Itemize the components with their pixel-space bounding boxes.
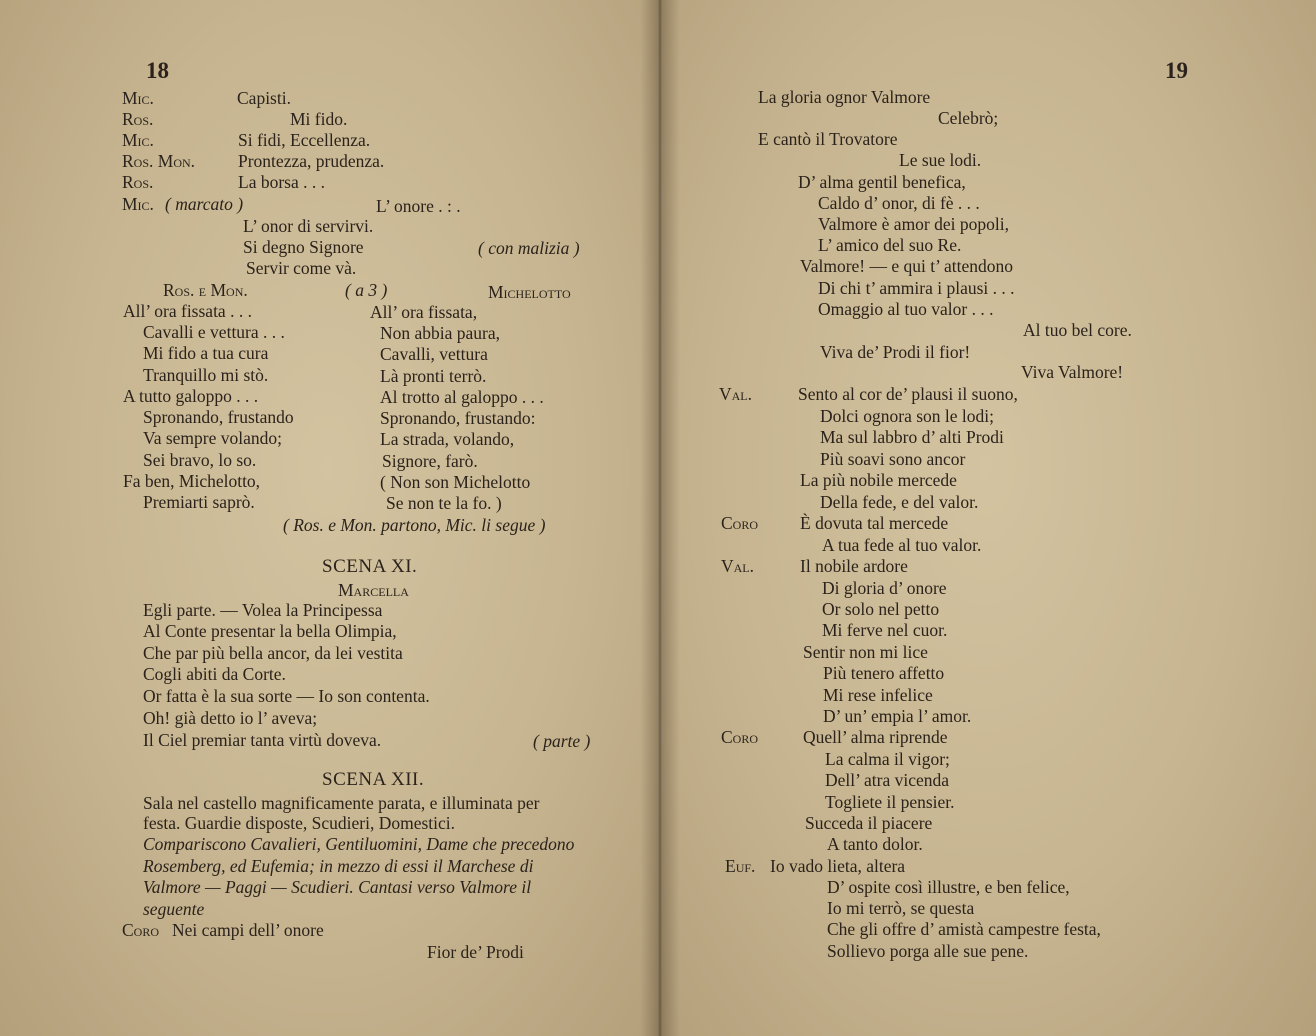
text-line: Della fede, e del valor. bbox=[820, 492, 979, 512]
text-line: D’ alma gentil benefica, bbox=[798, 172, 966, 192]
text-line: Or solo nel petto bbox=[822, 599, 940, 619]
text-line: Al Conte presentar la bella Olimpia, bbox=[143, 621, 397, 641]
text-line: Le sue lodi. bbox=[899, 150, 982, 170]
text-line: A tanto dolor. bbox=[827, 834, 923, 854]
text-line: Il nobile ardore bbox=[800, 556, 908, 576]
text-line: D’ ospite così illustre, e ben felice, bbox=[827, 877, 1070, 897]
text-line: ( Ros. e Mon. partono, Mic. li segue ) bbox=[283, 515, 546, 535]
text-line: Là pronti terrò. bbox=[380, 366, 487, 386]
text-line: Val. bbox=[721, 556, 755, 576]
text-line: Mic. bbox=[122, 194, 154, 214]
text-line: seguente bbox=[143, 899, 205, 919]
text-line: L’ amico del suo Re. bbox=[818, 235, 962, 255]
text-line: Ros. bbox=[122, 172, 154, 192]
text-line: Spronando, frustando: bbox=[380, 408, 536, 428]
text-line: Compariscono Cavalieri, Gentiluomini, Dame che precedono bbox=[143, 834, 575, 854]
text-line: Euf. bbox=[725, 856, 756, 876]
text-line: Al trotto al galoppo . . . bbox=[380, 387, 544, 407]
text-line: Fior de’ Prodi bbox=[427, 942, 524, 962]
text-line: Rosemberg, ed Eufemia; in mezzo di essi il Marchese di bbox=[143, 856, 534, 876]
text-line: Capisti. bbox=[237, 88, 291, 108]
text-line: Di chi t’ ammira i plausi . . . bbox=[818, 278, 1015, 298]
text-line: Ros. e Mon. bbox=[163, 280, 248, 300]
text-line: Togliete il pensier. bbox=[825, 792, 955, 812]
text-line: ( a 3 ) bbox=[345, 280, 388, 300]
text-line: L’ onore . : . bbox=[376, 196, 461, 216]
text-line: Si degno Signore bbox=[243, 237, 364, 257]
text-line: Signore, farò. bbox=[382, 451, 478, 471]
text-line: Mi rese infelice bbox=[823, 685, 933, 705]
text-line: SCENA XII. bbox=[322, 769, 425, 790]
text-line: Mic. bbox=[122, 130, 154, 150]
text-line: Sento al cor de’ plausi il suono, bbox=[798, 384, 1018, 404]
text-line: Cavalli, vettura bbox=[380, 344, 488, 364]
text-line: Quell’ alma riprende bbox=[803, 727, 948, 747]
text-line: Valmore! — e qui t’ attendono bbox=[800, 256, 1014, 276]
text-line: All’ ora fissata, bbox=[370, 302, 478, 322]
text-line: Sollievo porga alle sue pene. bbox=[827, 941, 1029, 961]
text-line: ( parte ) bbox=[533, 731, 591, 751]
text-line: Non abbia paura, bbox=[380, 323, 501, 343]
text-line: Se non te la fo. ) bbox=[386, 493, 502, 513]
text-line: Dell’ atra vicenda bbox=[825, 770, 950, 790]
text-line: Or fatta è la sua sorte — Io son contenta. bbox=[143, 686, 430, 706]
text-line: Fa ben, Michelotto, bbox=[123, 471, 261, 491]
text-line: Più soavi sono ancor bbox=[820, 449, 966, 469]
text-line: Si fidi, Eccellenza. bbox=[238, 130, 371, 150]
text-line: La calma il vigor; bbox=[825, 749, 950, 769]
text-line: Oh! già detto io l’ aveva; bbox=[143, 708, 318, 728]
text-line: Sentir non mi lice bbox=[803, 642, 928, 662]
text-line: Ros. bbox=[122, 109, 154, 129]
text-line: Spronando, frustando bbox=[143, 407, 294, 427]
text-line: Prontezza, prudenza. bbox=[238, 151, 385, 171]
text-line: A tua fede al tuo valor. bbox=[822, 535, 982, 555]
text-line: Sei bravo, lo so. bbox=[143, 450, 257, 470]
text-line: Cogli abiti da Corte. bbox=[143, 664, 286, 684]
text-line: Michelotto bbox=[488, 282, 571, 302]
text-line: Coro bbox=[721, 513, 759, 533]
text-line: Nei campi dell’ onore bbox=[172, 920, 324, 940]
text-line: Premiarti saprò. bbox=[143, 492, 255, 512]
text-line: All’ ora fissata . . . bbox=[123, 301, 252, 321]
text-line: ( Non son Michelotto bbox=[380, 472, 531, 492]
text-line: La più nobile mercede bbox=[800, 470, 957, 490]
text-line: Dolci ognora son le lodi; bbox=[820, 406, 995, 426]
text-line: SCENA XI. bbox=[322, 556, 418, 577]
page-number: 18 bbox=[146, 58, 169, 83]
text-line: D’ un’ empia l’ amor. bbox=[823, 706, 972, 726]
text-line: Di gloria d’ onore bbox=[822, 578, 947, 598]
text-line: Cavalli e vettura . . . bbox=[143, 322, 285, 342]
text-line: La borsa . . . bbox=[238, 172, 325, 192]
text-line: Val. bbox=[719, 384, 753, 404]
text-line: Marcella bbox=[338, 580, 409, 600]
text-line: L’ onor di servirvi. bbox=[243, 216, 374, 236]
text-line: Mic. bbox=[122, 88, 154, 108]
text-line: Mi fido a tua cura bbox=[143, 343, 269, 363]
right-page bbox=[655, 0, 1316, 1036]
text-line: Coro bbox=[122, 920, 160, 940]
text-line: Va sempre volando; bbox=[143, 428, 282, 448]
text-line: Valmore è amor dei popoli, bbox=[818, 214, 1009, 234]
text-line: Che par più bella ancor, da lei vestita bbox=[143, 643, 403, 663]
text-line: Io vado lieta, altera bbox=[770, 856, 906, 876]
text-line: A tutto galoppo . . . bbox=[123, 386, 259, 406]
page-number: 19 bbox=[1165, 58, 1188, 83]
text-line: Succeda il piacere bbox=[805, 813, 933, 833]
left-page bbox=[0, 0, 655, 1036]
text-line: Coro bbox=[721, 727, 759, 747]
text-line: Celebrò; bbox=[938, 108, 999, 128]
text-line: Mi fido. bbox=[290, 109, 348, 129]
text-line: Al tuo bel core. bbox=[1023, 320, 1132, 340]
text-line: ( marcato ) bbox=[165, 194, 244, 214]
text-line: Omaggio al tuo valor . . . bbox=[818, 299, 994, 319]
text-line: Tranquillo mi stò. bbox=[143, 365, 269, 385]
text-line: Mi ferve nel cuor. bbox=[822, 620, 948, 640]
text-line: Viva Valmore! bbox=[1021, 362, 1124, 382]
text-line: ( con malizia ) bbox=[478, 238, 580, 258]
text-line: La gloria ognor Valmore bbox=[758, 87, 931, 107]
text-line: È dovuta tal mercede bbox=[800, 513, 949, 533]
text-line: Che gli offre d’ amistà campestre festa, bbox=[827, 919, 1101, 939]
text-line: Sala nel castello magnificamente parata, e illuminata per bbox=[143, 793, 540, 813]
text-line: Il Ciel premiar tanta virtù doveva. bbox=[143, 730, 382, 750]
text-line: E cantò il Trovatore bbox=[758, 129, 898, 149]
text-line: Più tenero affetto bbox=[823, 663, 945, 683]
text-line: Valmore — Paggi — Scudieri. Cantasi verso Valmore il bbox=[143, 877, 532, 897]
text-line: Egli parte. — Volea la Principessa bbox=[143, 600, 383, 620]
text-line: festa. Guardie disposte, Scudieri, Domestici. bbox=[143, 813, 456, 833]
text-line: Servir come và. bbox=[246, 258, 357, 278]
text-line: La strada, volando, bbox=[380, 429, 515, 449]
text-line: Io mi terrò, se questa bbox=[827, 898, 975, 918]
text-line: Caldo d’ onor, di fè . . . bbox=[818, 193, 980, 213]
text-line: Ma sul labbro d’ alti Prodi bbox=[820, 427, 1004, 447]
text-line: Viva de’ Prodi il fior! bbox=[820, 342, 971, 362]
text-line: Ros. Mon. bbox=[122, 151, 196, 171]
